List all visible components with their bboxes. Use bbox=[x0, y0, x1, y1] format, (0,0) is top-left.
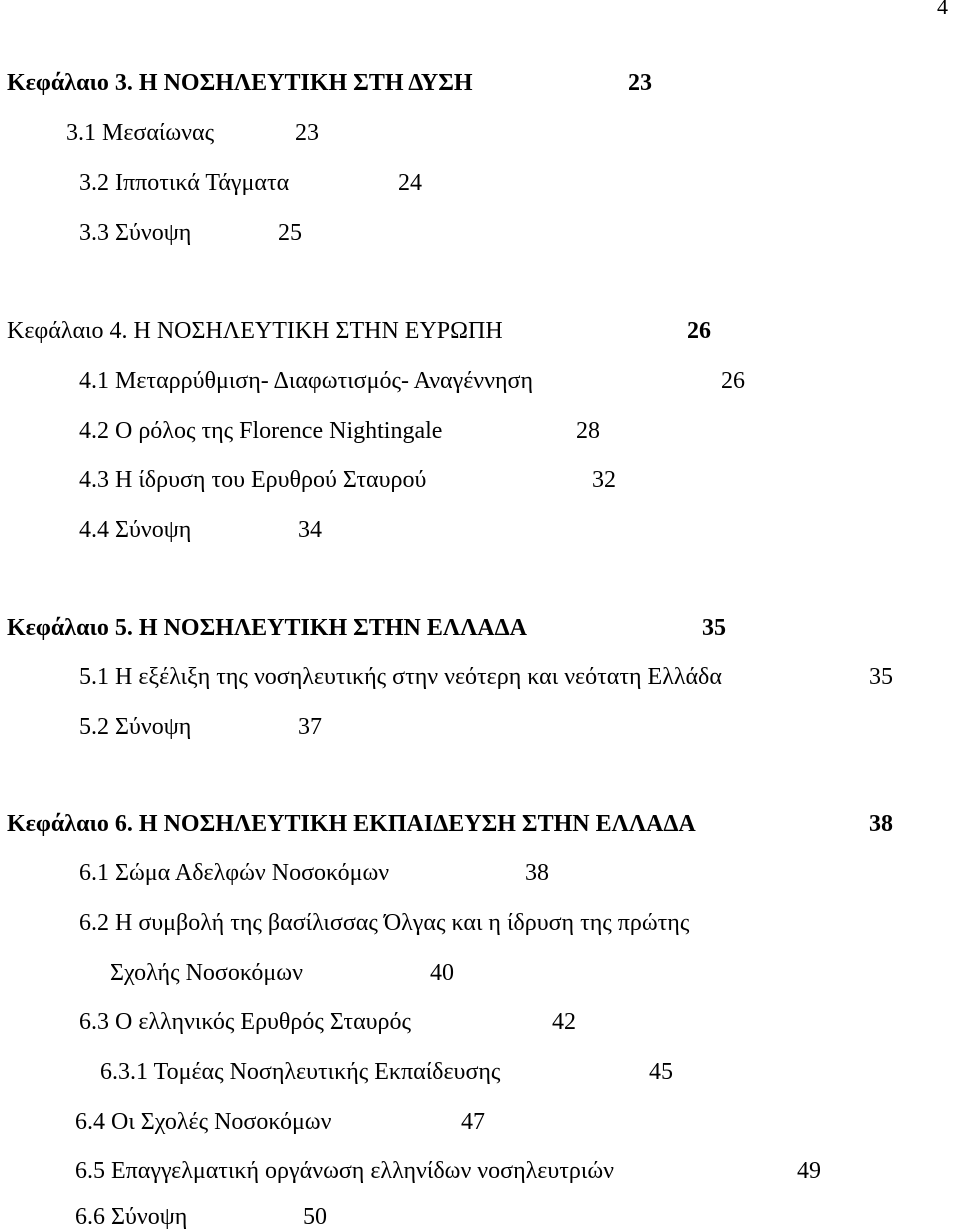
toc-section bbox=[75, 1205, 187, 1229]
toc-section-continuation bbox=[110, 961, 303, 985]
toc-entry-title: Κεφάλαιο 5. Η ΝΟΣΗΛΕΥΤΙΚΗ ΣΤΗΝ ΕΛΛΑΔΑ bbox=[7, 615, 527, 641]
toc-entry-title: Κεφάλαιο 3. Η ΝΟΣΗΛΕΥΤΙΚΗ ΣΤΗ ΔΥΣΗ bbox=[7, 70, 473, 96]
toc-page-number: 28 bbox=[576, 418, 600, 444]
toc-entry-title: 6.6 Σύνοψη bbox=[75, 1204, 188, 1230]
toc-entry-title: 4.1 Μεταρρύθμιση- Διαφωτισμός- Αναγέννηση bbox=[79, 368, 534, 394]
toc-page-number: 24 bbox=[398, 170, 422, 196]
toc-page-number: 40 bbox=[430, 960, 454, 986]
toc-page-number: 32 bbox=[592, 467, 616, 493]
toc-section bbox=[79, 715, 191, 739]
toc-section bbox=[79, 468, 426, 492]
toc-entry-title: 6.2 Η συμβολή της βασίλισσας Όλγας και η ίδρυση της πρώτης bbox=[79, 910, 690, 936]
toc-section bbox=[79, 171, 289, 195]
toc-section bbox=[75, 1110, 331, 1134]
toc-entry-title: 4.2 Ο ρόλος της Florence Nightingale bbox=[79, 418, 443, 444]
toc-page-number: 45 bbox=[649, 1059, 673, 1085]
page-number: 4 bbox=[937, 0, 948, 19]
toc-entry-title: 6.3 Ο ελληνικός Ερυθρός Σταυρός bbox=[79, 1009, 412, 1035]
toc-page-number: 35 bbox=[869, 664, 893, 690]
toc-section bbox=[66, 121, 214, 145]
toc-page-number: 49 bbox=[797, 1158, 821, 1184]
toc-section bbox=[79, 518, 191, 542]
toc-subsection bbox=[100, 1060, 500, 1084]
toc-section bbox=[79, 861, 389, 885]
toc-page-number: 26 bbox=[721, 368, 745, 394]
toc-page-number: 23 bbox=[295, 120, 319, 146]
toc-page-number: 23 bbox=[628, 70, 652, 96]
toc-page-number: 47 bbox=[461, 1109, 485, 1135]
toc-entry-title: Κεφάλαιο 4. Η ΝΟΣΗΛΕΥΤΙΚΗ ΣΤΗΝ ΕΥΡΩΠΗ bbox=[7, 318, 503, 344]
toc-chapter-heading bbox=[7, 616, 527, 640]
toc-section bbox=[79, 665, 722, 689]
toc-entry-title: 6.5 Επαγγελματική οργάνωση ελληνίδων νοσηλευτριών bbox=[75, 1158, 614, 1184]
toc-section bbox=[79, 1010, 411, 1034]
toc-chapter-heading bbox=[7, 71, 473, 95]
toc-entry-title: 6.4 Οι Σχολές Νοσοκόμων bbox=[75, 1109, 332, 1135]
toc-entry-title: Σχολής Νοσοκόμων bbox=[110, 960, 303, 986]
toc-entry-title: 3.2 Ιπποτικά Τάγματα bbox=[79, 170, 290, 196]
toc-entry-title: 6.3.1 Τομέας Νοσηλευτικής Εκπαίδευσης bbox=[100, 1059, 501, 1085]
toc-entry-title: 5.1 Η εξέλιξη της νοσηλευτικής στην νεότερη και νεότατη Ελλάδα bbox=[79, 664, 722, 690]
toc-page-number: 38 bbox=[525, 860, 549, 886]
toc-page-number: 50 bbox=[303, 1204, 327, 1230]
toc-page-number: 35 bbox=[702, 615, 726, 641]
toc-page-number: 26 bbox=[687, 318, 711, 344]
toc-page-number: 38 bbox=[869, 811, 893, 837]
toc-section bbox=[79, 419, 442, 443]
toc-chapter-heading bbox=[7, 319, 503, 343]
toc-entry-title: Κεφάλαιο 6. Η ΝΟΣΗΛΕΥΤΙΚΗ ΕΚΠΑΙΔΕΥΣΗ ΣΤΗΝ ΕΛΛΑΔΑ bbox=[7, 811, 696, 837]
toc-section bbox=[79, 221, 191, 245]
toc-entry-title: 6.1 Σώμα Αδελφών Νοσοκόμων bbox=[79, 860, 390, 886]
toc-entry-title: 4.3 Η ίδρυση του Ερυθρού Σταυρού bbox=[79, 467, 427, 493]
toc-chapter-heading bbox=[7, 812, 696, 836]
toc-section bbox=[79, 369, 533, 393]
toc-page-number: 37 bbox=[298, 714, 322, 740]
toc-entry-title: 3.3 Σύνοψη bbox=[79, 220, 192, 246]
toc-entry-title: 4.4 Σύνοψη bbox=[79, 517, 192, 543]
toc-page-number: 34 bbox=[298, 517, 322, 543]
toc-section bbox=[75, 1159, 614, 1183]
toc-page-number: 42 bbox=[552, 1009, 576, 1035]
toc-entry-title: 3.1 Μεσαίωνας bbox=[66, 120, 215, 146]
toc-section bbox=[79, 911, 689, 935]
toc-entry-title: 5.2 Σύνοψη bbox=[79, 714, 192, 740]
toc-page-number: 25 bbox=[278, 220, 302, 246]
